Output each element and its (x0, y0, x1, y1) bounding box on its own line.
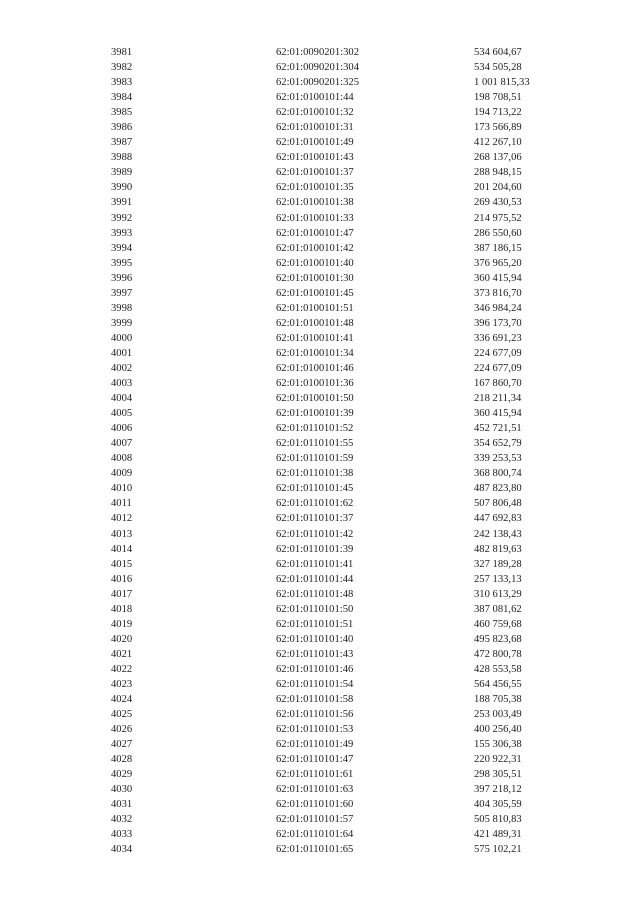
value-cell: 400 256,40 (474, 724, 522, 736)
value-cell: 242 138,43 (474, 528, 522, 540)
cadastral-number-cell: 62:01:0100101:38 (276, 197, 354, 209)
table-row (0, 827, 640, 842)
row-number-cell: 4029 (111, 769, 133, 781)
row-number-cell: 3995 (111, 257, 133, 269)
cadastral-number-cell: 62:01:0100101:43 (276, 152, 354, 164)
table-row (0, 511, 640, 526)
row-number-cell: 3984 (111, 92, 133, 104)
row-number-cell: 4030 (111, 784, 133, 796)
value-cell: 327 189,28 (474, 558, 522, 570)
value-cell: 194 713,22 (474, 107, 522, 119)
cadastral-number-cell: 62:01:0110101:55 (276, 438, 354, 450)
table-row (0, 421, 640, 436)
table-row (0, 376, 640, 391)
row-number-cell: 4000 (111, 332, 133, 344)
row-number-cell: 4005 (111, 408, 133, 420)
cadastral-number-cell: 62:01:0110101:43 (276, 648, 354, 660)
row-number-cell: 4028 (111, 754, 133, 766)
row-number-cell: 4004 (111, 393, 133, 405)
value-cell: 288 948,15 (474, 167, 522, 179)
table-row (0, 105, 640, 120)
value-cell: 167 860,70 (474, 378, 522, 390)
row-number-cell: 4031 (111, 799, 133, 811)
row-number-cell: 4010 (111, 483, 133, 495)
row-number-cell: 4007 (111, 438, 133, 450)
row-number-cell: 4017 (111, 588, 133, 600)
table-row (0, 195, 640, 210)
cadastral-number-cell: 62:01:0100101:31 (276, 122, 354, 134)
value-cell: 575 102,21 (474, 844, 522, 856)
table-row (0, 767, 640, 782)
row-number-cell: 4006 (111, 423, 133, 435)
row-number-cell: 3981 (111, 47, 133, 58)
cadastral-number-cell: 62:01:0090201:302 (276, 47, 359, 58)
cadastral-number-cell: 62:01:0100101:34 (276, 347, 354, 359)
value-cell: 286 550,60 (474, 227, 522, 239)
data-table (0, 45, 640, 858)
value-cell: 360 415,94 (474, 272, 522, 284)
value-cell: 447 692,83 (474, 513, 522, 525)
table-row (0, 135, 640, 150)
value-cell: 360 415,94 (474, 408, 522, 420)
table-row (0, 150, 640, 165)
row-number-cell: 4034 (111, 844, 133, 856)
value-cell: 268 137,06 (474, 152, 522, 164)
cadastral-number-cell: 62:01:0100101:35 (276, 182, 354, 194)
value-cell: 253 003,49 (474, 709, 522, 721)
table-row (0, 60, 640, 75)
cadastral-number-cell: 62:01:0110101:59 (276, 453, 354, 465)
cadastral-number-cell: 62:01:0100101:49 (276, 137, 354, 149)
row-number-cell: 3991 (111, 197, 133, 209)
table-row (0, 812, 640, 827)
value-cell: 220 922,31 (474, 754, 522, 766)
value-cell: 397 218,12 (474, 784, 522, 796)
value-cell: 534 604,67 (474, 47, 522, 58)
value-cell: 224 677,09 (474, 362, 522, 374)
value-cell: 336 691,23 (474, 332, 522, 344)
row-number-cell: 4013 (111, 528, 133, 540)
cadastral-number-cell: 62:01:0100101:46 (276, 362, 354, 374)
table-row (0, 587, 640, 602)
row-number-cell: 3986 (111, 122, 133, 134)
value-cell: 198 708,51 (474, 92, 522, 104)
row-number-cell: 4014 (111, 543, 133, 555)
table-row (0, 391, 640, 406)
row-number-cell: 4009 (111, 468, 133, 480)
cadastral-number-cell: 62:01:0110101:47 (276, 754, 354, 766)
table-row (0, 496, 640, 511)
cadastral-number-cell: 62:01:0110101:64 (276, 829, 354, 841)
table-row (0, 361, 640, 376)
cadastral-number-cell: 62:01:0100101:30 (276, 272, 354, 284)
value-cell: 214 975,52 (474, 212, 522, 224)
table-row (0, 782, 640, 797)
value-cell: 534 505,28 (474, 62, 522, 74)
value-cell: 224 677,09 (474, 347, 522, 359)
row-number-cell: 3983 (111, 77, 133, 89)
value-cell: 564 456,55 (474, 678, 522, 690)
value-cell: 505 810,83 (474, 814, 522, 826)
value-cell: 428 553,58 (474, 663, 522, 675)
value-cell: 452 721,51 (474, 423, 522, 435)
table-row (0, 165, 640, 180)
value-cell: 298 305,51 (474, 769, 522, 781)
row-number-cell: 4016 (111, 573, 133, 585)
cadastral-number-cell: 62:01:0110101:48 (276, 588, 354, 600)
cadastral-number-cell: 62:01:0110101:39 (276, 543, 354, 555)
value-cell: 257 133,13 (474, 573, 522, 585)
cadastral-number-cell: 62:01:0110101:58 (276, 694, 354, 706)
cadastral-number-cell: 62:01:0110101:44 (276, 573, 354, 585)
table-row (0, 797, 640, 812)
row-number-cell: 4015 (111, 558, 133, 570)
value-cell: 218 211,34 (474, 393, 522, 405)
row-number-cell: 3997 (111, 287, 133, 299)
row-number-cell: 4018 (111, 603, 133, 615)
row-number-cell: 4024 (111, 694, 133, 706)
cadastral-number-cell: 62:01:0110101:56 (276, 709, 354, 721)
value-cell: 368 800,74 (474, 468, 522, 480)
row-number-cell: 3982 (111, 62, 133, 74)
row-number-cell: 4025 (111, 709, 133, 721)
cadastral-number-cell: 62:01:0110101:45 (276, 483, 354, 495)
table-row (0, 557, 640, 572)
row-number-cell: 4003 (111, 378, 133, 390)
row-number-cell: 4012 (111, 513, 133, 525)
cadastral-number-cell: 62:01:0110101:52 (276, 423, 354, 435)
value-cell: 173 566,89 (474, 122, 522, 134)
cadastral-number-cell: 62:01:0110101:42 (276, 528, 354, 540)
cadastral-number-cell: 62:01:0100101:48 (276, 317, 354, 329)
row-number-cell: 4022 (111, 663, 133, 675)
table-row (0, 226, 640, 241)
cadastral-number-cell: 62:01:0110101:63 (276, 784, 354, 796)
cadastral-number-cell: 62:01:0110101:46 (276, 663, 354, 675)
row-number-cell: 4019 (111, 618, 133, 630)
table-row (0, 75, 640, 90)
table-row (0, 241, 640, 256)
cadastral-number-cell: 62:01:0110101:49 (276, 739, 354, 751)
value-cell: 404 305,59 (474, 799, 522, 811)
cadastral-number-cell: 62:01:0110101:54 (276, 678, 354, 690)
cadastral-number-cell: 62:01:0100101:44 (276, 92, 354, 104)
cadastral-number-cell: 62:01:0100101:42 (276, 242, 354, 254)
table-row (0, 90, 640, 105)
table-row (0, 346, 640, 361)
row-number-cell: 4023 (111, 678, 133, 690)
value-cell: 201 204,60 (474, 182, 522, 194)
cadastral-number-cell: 62:01:0110101:65 (276, 844, 354, 856)
row-number-cell: 4032 (111, 814, 133, 826)
table-row (0, 271, 640, 286)
cadastral-number-cell: 62:01:0100101:39 (276, 408, 354, 420)
cadastral-number-cell: 62:01:0110101:50 (276, 603, 354, 615)
table-row (0, 527, 640, 542)
value-cell: 487 823,80 (474, 483, 522, 495)
table-row (0, 211, 640, 226)
row-number-cell: 4021 (111, 648, 133, 660)
value-cell: 1 001 815,33 (474, 77, 530, 89)
table-row (0, 707, 640, 722)
cadastral-number-cell: 62:01:0110101:37 (276, 513, 354, 525)
row-number-cell: 4026 (111, 724, 133, 736)
cadastral-number-cell: 62:01:0100101:33 (276, 212, 354, 224)
value-cell: 495 823,68 (474, 633, 522, 645)
table-row (0, 617, 640, 632)
table-row (0, 752, 640, 767)
cadastral-number-cell: 62:01:0110101:51 (276, 618, 354, 630)
row-number-cell: 3999 (111, 317, 133, 329)
row-number-cell: 4011 (111, 498, 132, 510)
row-number-cell: 3998 (111, 302, 133, 314)
table-row (0, 647, 640, 662)
value-cell: 507 806,48 (474, 498, 522, 510)
table-row (0, 737, 640, 752)
table-row (0, 572, 640, 587)
cadastral-number-cell: 62:01:0110101:61 (276, 769, 354, 781)
value-cell: 339 253,53 (474, 453, 522, 465)
cadastral-number-cell: 62:01:0110101:60 (276, 799, 354, 811)
value-cell: 373 816,70 (474, 287, 522, 299)
table-row (0, 842, 640, 857)
table-row (0, 406, 640, 421)
table-row (0, 632, 640, 647)
table-row (0, 120, 640, 135)
cadastral-number-cell: 62:01:0100101:40 (276, 257, 354, 269)
value-cell: 155 306,38 (474, 739, 522, 751)
value-cell: 387 186,15 (474, 242, 522, 254)
table-row (0, 602, 640, 617)
cadastral-number-cell: 62:01:0110101:38 (276, 468, 354, 480)
table-row (0, 316, 640, 331)
value-cell: 421 489,31 (474, 829, 522, 841)
row-number-cell: 3993 (111, 227, 133, 239)
table-row (0, 436, 640, 451)
cadastral-number-cell: 62:01:0090201:325 (276, 77, 359, 89)
cadastral-number-cell: 62:01:0110101:40 (276, 633, 354, 645)
row-number-cell: 3996 (111, 272, 133, 284)
row-number-cell: 3994 (111, 242, 133, 254)
cadastral-number-cell: 62:01:0090201:304 (276, 62, 359, 74)
value-cell: 269 430,53 (474, 197, 522, 209)
table-row (0, 466, 640, 481)
cadastral-number-cell: 62:01:0100101:47 (276, 227, 354, 239)
cadastral-number-cell: 62:01:0100101:41 (276, 332, 354, 344)
row-number-cell: 3987 (111, 137, 133, 149)
value-cell: 396 173,70 (474, 317, 522, 329)
table-row (0, 286, 640, 301)
row-number-cell: 3992 (111, 212, 133, 224)
row-number-cell: 3990 (111, 182, 133, 194)
row-number-cell: 3985 (111, 107, 133, 119)
table-row (0, 542, 640, 557)
row-number-cell: 4002 (111, 362, 133, 374)
table-row (0, 677, 640, 692)
cadastral-number-cell: 62:01:0110101:41 (276, 558, 354, 570)
cadastral-number-cell: 62:01:0110101:62 (276, 498, 354, 510)
table-row (0, 481, 640, 496)
row-number-cell: 4033 (111, 829, 133, 841)
row-number-cell: 4027 (111, 739, 133, 751)
value-cell: 472 800,78 (474, 648, 522, 660)
table-row (0, 331, 640, 346)
table-row (0, 256, 640, 271)
cadastral-number-cell: 62:01:0100101:50 (276, 393, 354, 405)
value-cell: 354 652,79 (474, 438, 522, 450)
value-cell: 188 705,38 (474, 694, 522, 706)
cadastral-number-cell: 62:01:0110101:53 (276, 724, 354, 736)
value-cell: 310 613,29 (474, 588, 522, 600)
table-row (0, 45, 640, 60)
cadastral-number-cell: 62:01:0100101:32 (276, 107, 354, 119)
row-number-cell: 3989 (111, 167, 133, 179)
row-number-cell: 4008 (111, 453, 133, 465)
table-row (0, 301, 640, 316)
cadastral-number-cell: 62:01:0100101:36 (276, 378, 354, 390)
value-cell: 376 965,20 (474, 257, 522, 269)
cadastral-number-cell: 62:01:0100101:51 (276, 302, 354, 314)
cadastral-number-cell: 62:01:0100101:37 (276, 167, 354, 179)
value-cell: 482 819,63 (474, 543, 522, 555)
row-number-cell: 3988 (111, 152, 133, 164)
value-cell: 412 267,10 (474, 137, 522, 149)
cadastral-number-cell: 62:01:0100101:45 (276, 287, 354, 299)
cadastral-number-cell: 62:01:0110101:57 (276, 814, 354, 826)
value-cell: 460 759,68 (474, 618, 522, 630)
row-number-cell: 4001 (111, 347, 133, 359)
table-row (0, 692, 640, 707)
value-cell: 346 984,24 (474, 302, 522, 314)
table-row (0, 180, 640, 195)
row-number-cell: 4020 (111, 633, 133, 645)
table-row (0, 662, 640, 677)
value-cell: 387 081,62 (474, 603, 522, 615)
table-row (0, 722, 640, 737)
table-row (0, 451, 640, 466)
